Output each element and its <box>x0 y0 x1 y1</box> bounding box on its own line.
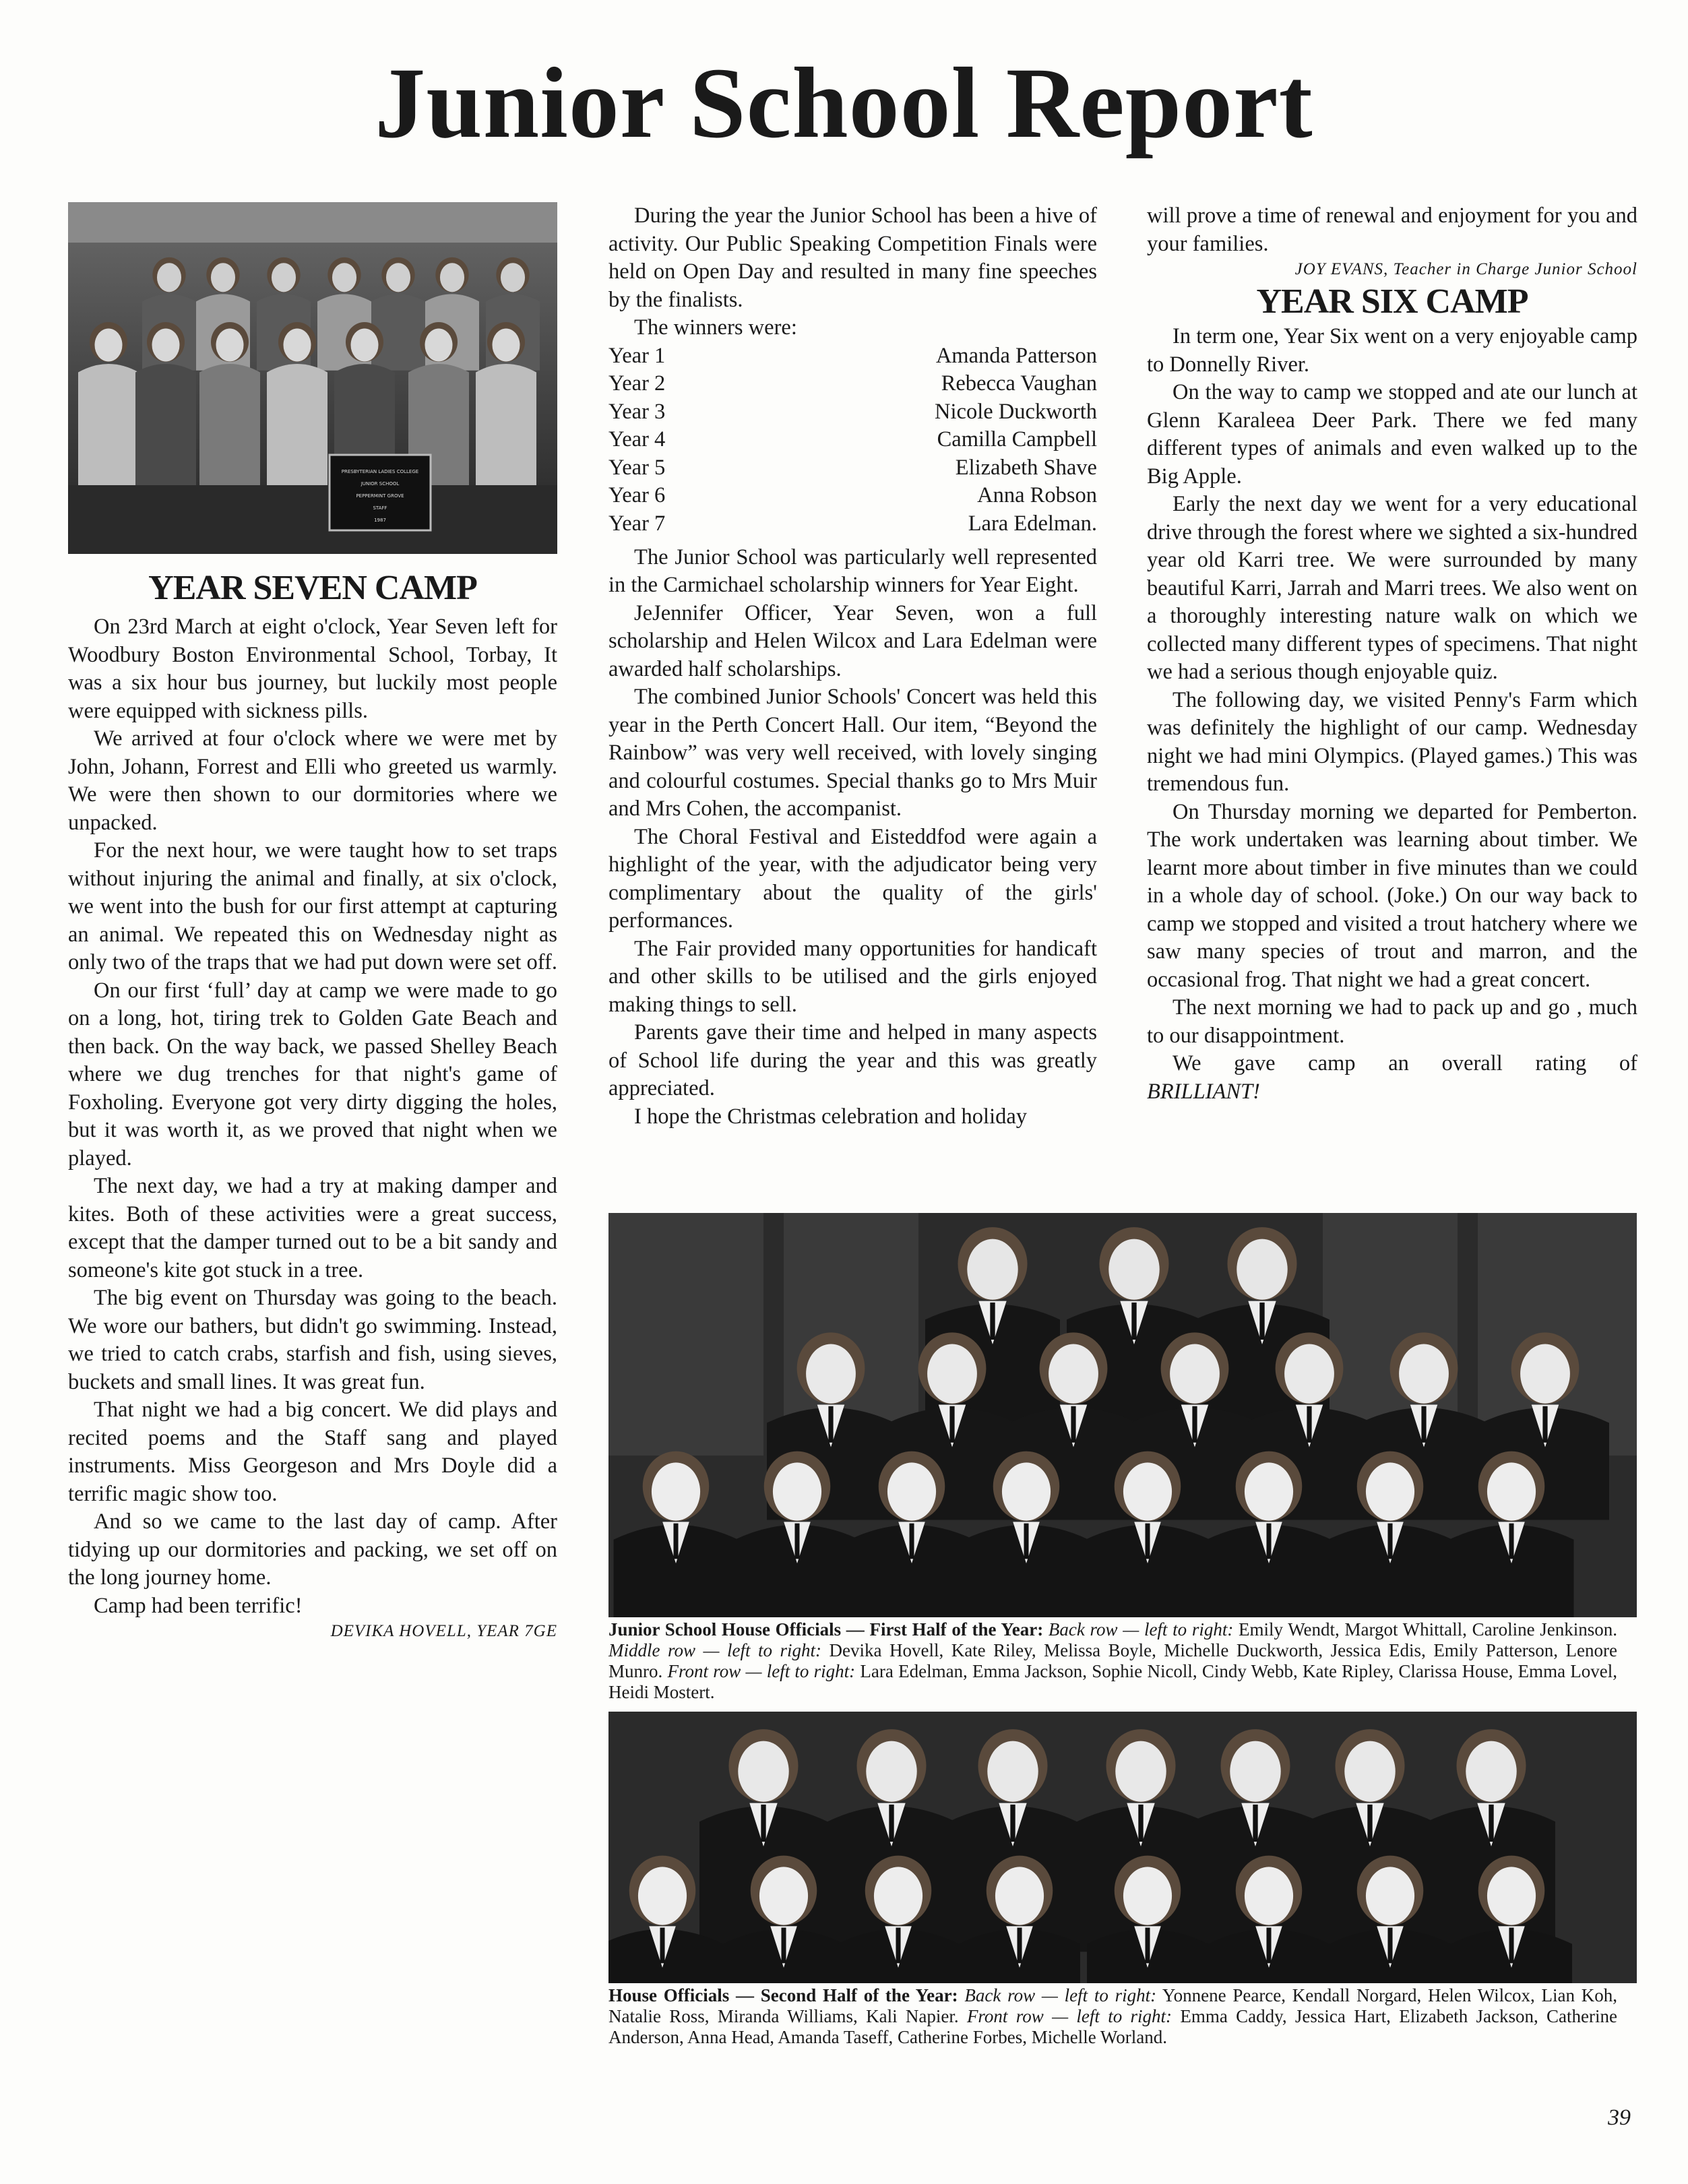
winner-year: Year 4 <box>608 427 666 452</box>
table-row <box>608 342 1097 371</box>
middle-column <box>608 202 1097 1131</box>
paragraph: Camp had been terrific! <box>94 1593 303 1618</box>
paragraph: Parents gave their time and helped in many aspects of School life during the year and this was greatly appreciated. <box>608 1020 1097 1101</box>
caption-row-label: Front row — left to right: <box>966 2006 1173 2026</box>
paragraph: We arrived at four o'clock where we were met by John, Johann, Forrest and Elli who greeted us warmly. We were then shown to our dormitories where we unpacked. <box>68 726 557 835</box>
winner-year: Year 5 <box>608 455 666 480</box>
caption-row-label: Back row — left to right: <box>1048 1619 1234 1640</box>
paragraph: JeJennifer Officer, Year Seven, won a full scholarship and Helen Wilcox and Lara Edelman were awarded half scholarships. <box>608 600 1097 681</box>
year-seven-heading: YEAR SEVEN CAMP <box>148 569 477 607</box>
paragraph: For the next hour, we were taught how to set traps without injuring the animal and finally, at six o'clock, we went into the bush for our first attempt at capturing an animal. We repeated this on Wednesday night as only two of the traps that we had put down were set off. <box>68 838 557 974</box>
winner-year: Year 3 <box>608 399 666 424</box>
staff-photo <box>68 202 557 554</box>
plaque-line: 1987 <box>374 518 386 523</box>
paragraph: The Choral Festival and Eisteddfod were again a highlight of the year, with the adjudicator being very complimentary about the quality of the girls' performances. <box>608 824 1097 933</box>
caption-title: House Officials — Second Half of the Year: <box>608 1985 958 2005</box>
paragraph: During the year the Junior School has been a hive of activity. Our Public Speaking Competition Finals were held on Open Day and resulted in many fine speeches by the finalists. <box>608 204 1097 312</box>
right-column <box>1147 202 1637 1106</box>
paragraph: That night we had a big concert. We did plays and recited poems and the Staff sang and played instruments. Miss Georgeson and Mrs Doyle did a terrific magic show too. <box>68 1398 557 1506</box>
paragraph: The combined Junior Schools' Concert was held this year in the Perth Concert Hall. Our item, “Beyond the Rainbow” was very well received, with lovely singing and colourful costumes. Special thanks go to Mrs Muir and Mrs Cohen, the accompanist. <box>608 685 1097 821</box>
winners-table <box>608 342 1097 538</box>
caption-title: Junior School House Officials — First Half of the Year: <box>608 1619 1044 1640</box>
winner-year: Year 2 <box>608 371 666 396</box>
house-officials-photo-first <box>608 1213 1637 1617</box>
photo-caption-first <box>608 1619 1617 1703</box>
winner-name: Nicole Duckworth <box>935 399 1097 424</box>
caption-names: Emily Wendt, Margot Whittall, Caroline Jenkinson. <box>1239 1619 1618 1640</box>
table-row <box>608 510 1097 538</box>
paragraph: We gave camp an overall rating of <box>1173 1051 1637 1075</box>
winner-year: Year 1 <box>608 343 666 368</box>
signature: DEVIKA HOVELL, YEAR 7GE <box>330 1622 557 1640</box>
winner-name: Anna Robson <box>977 483 1097 508</box>
paragraph: The Fair provided many opportunities for handicaft and other skills to be utilised and the girls enjoyed making things to sell. <box>608 936 1097 1017</box>
paragraph: will prove a time of renewal and enjoyment for you and your families. <box>1147 204 1637 256</box>
paragraph: The Junior School was particularly well represented in the Carmichael scholarship winners for Year Eight. <box>608 544 1097 598</box>
table-row <box>608 370 1097 398</box>
winner-year: Year 6 <box>608 483 666 508</box>
page-number: 39 <box>1608 2105 1631 2130</box>
winner-year: Year 7 <box>608 511 666 536</box>
caption-row-label: Front row — left to right: <box>667 1661 856 1681</box>
winner-name: Amanda Patterson <box>935 343 1097 368</box>
page-title: Junior School Report <box>375 47 1313 159</box>
photo-caption-second <box>608 1985 1617 2048</box>
table-row <box>608 454 1097 482</box>
signature: JOY EVANS, Teacher in Charge Junior School <box>1294 260 1637 278</box>
paragraph: The following day, we visited Penny's Farm which was definitely the highlight of our camp. Wednesday night we had mini Olympics. (Played games.) This was tremendous fun. <box>1147 687 1637 796</box>
rating-text: BRILLIANT! <box>1147 1079 1260 1104</box>
caption-names: Lara Edelman, Emma Jackson, Sophie Nicoll, Cindy Webb, Kate Ripley, Clarissa House, Emma Lovel, Heidi Mostert. <box>608 1661 1618 1702</box>
winner-name: Camilla Campbell <box>937 427 1097 452</box>
paragraph: The winners were: <box>634 315 797 340</box>
plaque-line: PRESBYTERIAN LADIES COLLEGE <box>341 469 419 474</box>
paragraph: And so we came to the last day of camp. After tidying up our dormitories and packing, we set off on the long journey home. <box>68 1509 557 1590</box>
table-row <box>608 398 1097 427</box>
winner-name: Elizabeth Shave <box>955 455 1097 480</box>
paragraph: On 23rd March at eight o'clock, Year Seven left for Woodbury Boston Environmental School, Torbay, It was a six hour bus journey, but luckily most people were equipped with sickness pills. <box>68 615 557 723</box>
paragraph: Early the next day we went for a very educational drive through the forest where we sighted a six-hundred year old Karri tree. We were surrounded by many beautiful Karri, Jarrah and Marri trees. We also went on a thoroughly interesting nature walk on which we collected many different types of specimens. That night we had a serious though enjoyable quiz. <box>1147 492 1637 684</box>
caption-names: Emma Caddy, Jessica Hart, Elizabeth Jackson, Catherine Anderson, Anna Head, Amanda Taseff, Catherine Forbes, Michelle Worland. <box>608 2006 1617 2047</box>
caption-row-label: Back row — left to right: <box>964 1985 1157 2005</box>
winner-name: Lara Edelman. <box>968 511 1097 536</box>
paragraph: On our first ‘full’ day at camp we were made to go on a long, hot, tiring trek to Golden Gate Beach and then back. On the way back, we passed Shelley Beach where we dug trenches for that night's game of Foxholing. Everyone got very dirty digging the holes, but it was worth it, as we proved that night when we played. <box>68 978 557 1171</box>
plaque-line: STAFF <box>373 505 387 511</box>
caption-names: Devika Hovell, Kate Riley, Melissa Boyle, Michelle Duckworth, Jessica Edis, Emily Patterson, Lenore Munro. <box>608 1640 1617 1681</box>
paragraph: The big event on Thursday was going to the beach. We wore our bathers, but didn't go swimming. Instead, we tried to catch crabs, starfish and fish, using sieves, buckets and small lines. It was great fun. <box>68 1286 557 1394</box>
table-row <box>608 426 1097 454</box>
winner-name: Rebecca Vaughan <box>941 371 1097 396</box>
caption-row-label: Middle row — left to right: <box>608 1640 821 1660</box>
table-row <box>608 482 1097 510</box>
paragraph: On Thursday morning we departed for Pemberton. The work undertaken was learning about timber. We learnt more about timber in five minutes than we could in a whole day of school. (Joke.) On our way back to camp we stopped and visited a trout hatchery where we saw many species of trout and marron, and the occasional frog. That night we had a great concert. <box>1147 799 1637 992</box>
paragraph: In term one, Year Six went on a very enjoyable camp to Donnelly River. <box>1147 324 1637 377</box>
year-seven-column <box>68 567 557 1643</box>
paragraph: The next morning we had to pack up and go , much to our disappointment. <box>1147 995 1637 1048</box>
plaque-line: PEPPERMINT GROVE <box>356 493 404 499</box>
paragraph: I hope the Christmas celebration and holiday <box>634 1104 1028 1129</box>
year-six-heading: YEAR SIX CAMP <box>1256 282 1528 321</box>
caption-names: Yonnene Pearce, Kendall Norgard, Helen Wilcox, Lian Koh, Natalie Ross, Miranda Williams, Kali Napier. <box>608 1985 1618 2026</box>
paragraph: On the way to camp we stopped and ate our lunch at Glenn Karaleea Deer Park. There we fed many different types of animals and even walked up to the Big Apple. <box>1147 380 1637 489</box>
paragraph: The next day, we had a try at making damper and kites. Both of these activities were a great success, except that the damper turned out to be a bit sandy and someone's kite got stuck in a tree. <box>68 1174 557 1282</box>
plaque-line: JUNIOR SCHOOL <box>361 481 400 487</box>
house-officials-photo-second <box>608 1712 1637 1983</box>
